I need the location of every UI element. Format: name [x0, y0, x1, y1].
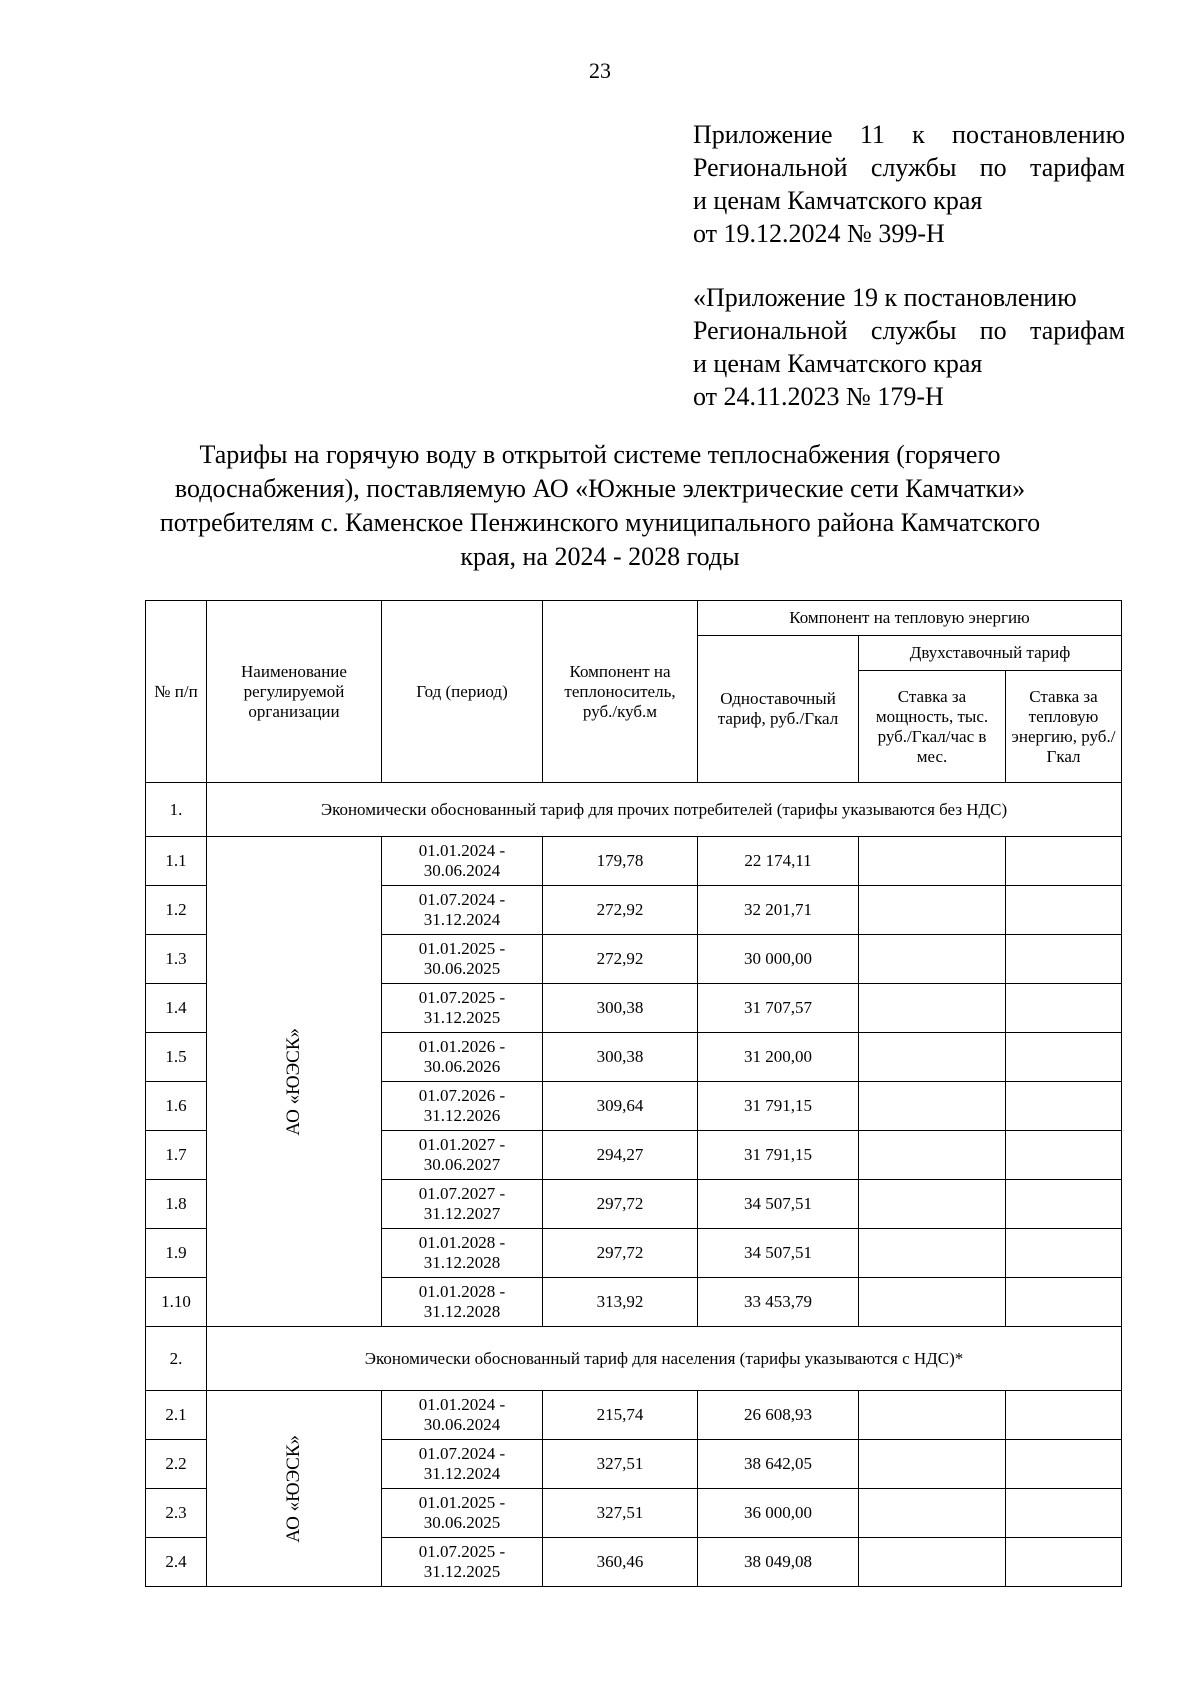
energy-rate-value — [1006, 837, 1122, 886]
period-end: 31.12.2027 — [423, 1204, 501, 1223]
capacity-rate-value — [859, 886, 1006, 935]
header-num: № п/п — [146, 601, 207, 783]
header-organization: Наименование регулируемой организации — [207, 601, 382, 783]
period-end: 30.06.2025 — [423, 1513, 501, 1532]
table-body — [146, 783, 1122, 1587]
period-start: 01.01.2026 - — [418, 1037, 506, 1056]
single-rate-value: 32 201,71 — [698, 886, 859, 935]
single-rate-value: 33 453,79 — [698, 1278, 859, 1327]
energy-rate-value — [1006, 1538, 1122, 1587]
period-cell — [382, 1391, 543, 1440]
period-cell — [382, 1131, 543, 1180]
period-end: 31.12.2028 — [423, 1302, 501, 1321]
row-number: 1.4 — [146, 984, 207, 1033]
energy-rate-value — [1006, 1440, 1122, 1489]
capacity-rate-value — [859, 1229, 1006, 1278]
energy-rate-value — [1006, 935, 1122, 984]
energy-rate-value — [1006, 1278, 1122, 1327]
period-end: 31.12.2025 — [423, 1562, 501, 1581]
carrier-component-value: 294,27 — [543, 1131, 698, 1180]
row-number: 1.3 — [146, 935, 207, 984]
energy-rate-value — [1006, 1180, 1122, 1229]
single-rate-value: 31 200,00 — [698, 1033, 859, 1082]
appendix-line: от 24.11.2023 № 179-Н — [693, 382, 944, 411]
header-two-part-rate: Двухставочный тариф — [859, 636, 1122, 671]
carrier-component-value: 327,51 — [543, 1440, 698, 1489]
row-number: 1.6 — [146, 1082, 207, 1131]
period-end: 30.06.2025 — [423, 959, 501, 978]
period-cell — [382, 984, 543, 1033]
table-row — [146, 837, 1122, 886]
table-header — [146, 601, 1122, 783]
capacity-rate-value — [859, 1538, 1006, 1587]
period-cell — [382, 1180, 543, 1229]
appendix-line: Приложение 11 к постановлению — [693, 120, 1125, 149]
capacity-rate-value — [859, 1440, 1006, 1489]
appendix-line: «Приложение 19 к постановлению — [693, 283, 1077, 312]
single-rate-value: 30 000,00 — [698, 935, 859, 984]
carrier-component-value: 272,92 — [543, 935, 698, 984]
single-rate-value: 31 707,57 — [698, 984, 859, 1033]
title-line: Тарифы на горячую воду в открытой системе теплоснабжения (горячего — [199, 440, 1001, 469]
carrier-component-value: 297,72 — [543, 1180, 698, 1229]
energy-rate-value — [1006, 1489, 1122, 1538]
capacity-rate-value — [859, 1489, 1006, 1538]
title-line: водоснабжения), поставляемую АО «Южные электрические сети Камчатки» — [174, 474, 1026, 503]
row-number: 1.9 — [146, 1229, 207, 1278]
capacity-rate-value — [859, 1278, 1006, 1327]
appendix-original-reference — [693, 281, 1125, 413]
period-start: 01.01.2027 - — [418, 1135, 506, 1154]
capacity-rate-value — [859, 1131, 1006, 1180]
capacity-rate-value — [859, 984, 1006, 1033]
section-title: Экономически обоснованный тариф для прочих потребителей (тарифы указываются без НДС) — [207, 783, 1122, 837]
single-rate-value: 31 791,15 — [698, 1082, 859, 1131]
capacity-rate-value — [859, 1180, 1006, 1229]
single-rate-value: 38 049,08 — [698, 1538, 859, 1587]
organization-name: АО «ЮЭСК» — [283, 1027, 304, 1136]
single-rate-value: 31 791,15 — [698, 1131, 859, 1180]
organization-cell — [207, 1391, 382, 1587]
period-start: 01.07.2027 - — [418, 1184, 506, 1203]
period-cell — [382, 1033, 543, 1082]
capacity-rate-value — [859, 1391, 1006, 1440]
carrier-component-value: 297,72 — [543, 1229, 698, 1278]
appendix-line: и ценам Камчатского края — [693, 349, 983, 378]
row-number: 2.4 — [146, 1538, 207, 1587]
period-cell — [382, 837, 543, 886]
appendix-line: Региональной службы по тарифам — [693, 316, 1125, 345]
header-single-rate: Одноставочный тариф, руб./Гкал — [698, 636, 859, 783]
carrier-component-value: 179,78 — [543, 837, 698, 886]
period-cell — [382, 1082, 543, 1131]
carrier-component-value: 215,74 — [543, 1391, 698, 1440]
carrier-component-value: 327,51 — [543, 1489, 698, 1538]
organization-wrapper — [210, 1435, 378, 1543]
page-number: 23 — [589, 58, 611, 83]
header-period: Год (период) — [382, 601, 543, 783]
energy-rate-value — [1006, 1131, 1122, 1180]
organization-wrapper — [210, 1028, 378, 1136]
appendix-current-reference — [693, 118, 1125, 250]
period-end: 31.12.2024 — [423, 1464, 501, 1483]
row-number: 1.5 — [146, 1033, 207, 1082]
capacity-rate-value — [859, 1033, 1006, 1082]
period-cell — [382, 1440, 543, 1489]
appendix-line: и ценам Камчатского края — [693, 186, 983, 215]
header-carrier-component: Компонент на теплоноситель, руб./куб.м — [543, 601, 698, 783]
section-number: 2. — [146, 1327, 207, 1391]
table-row — [146, 1391, 1122, 1440]
document-title — [130, 438, 1070, 574]
header-capacity-rate: Ставка за мощность, тыс. руб./Гкал/час в мес. — [859, 671, 1006, 783]
period-end: 31.12.2028 — [423, 1253, 501, 1272]
row-number: 1.8 — [146, 1180, 207, 1229]
period-start: 01.01.2025 - — [418, 1493, 506, 1512]
row-number: 2.1 — [146, 1391, 207, 1440]
title-line: края, на 2024 - 2028 годы — [460, 542, 740, 571]
period-start: 01.07.2026 - — [418, 1086, 506, 1105]
carrier-component-value: 272,92 — [543, 886, 698, 935]
period-start: 01.01.2024 - — [418, 1395, 506, 1414]
period-start: 01.01.2025 - — [418, 939, 506, 958]
period-cell — [382, 935, 543, 984]
period-end: 30.06.2024 — [423, 1415, 501, 1434]
period-cell — [382, 1538, 543, 1587]
capacity-rate-value — [859, 935, 1006, 984]
capacity-rate-value — [859, 837, 1006, 886]
period-start: 01.07.2025 - — [418, 1542, 506, 1561]
period-start: 01.07.2025 - — [418, 988, 506, 1007]
period-end: 31.12.2024 — [423, 910, 501, 929]
section-header-row — [146, 1327, 1122, 1391]
single-rate-value: 34 507,51 — [698, 1229, 859, 1278]
period-end: 31.12.2025 — [423, 1008, 501, 1027]
period-cell — [382, 1489, 543, 1538]
section-title: Экономически обоснованный тариф для населения (тарифы указываются с НДС)* — [207, 1327, 1122, 1391]
period-start: 01.01.2028 - — [418, 1233, 506, 1252]
carrier-component-value: 300,38 — [543, 1033, 698, 1082]
period-start: 01.01.2024 - — [418, 841, 506, 860]
carrier-component-value: 300,38 — [543, 984, 698, 1033]
period-cell — [382, 1278, 543, 1327]
energy-rate-value — [1006, 886, 1122, 935]
capacity-rate-value — [859, 1082, 1006, 1131]
row-number: 1.2 — [146, 886, 207, 935]
tariff-table — [145, 600, 1122, 1587]
energy-rate-value — [1006, 1229, 1122, 1278]
row-number: 2.2 — [146, 1440, 207, 1489]
period-end: 30.06.2026 — [423, 1057, 501, 1076]
period-start: 01.07.2024 - — [418, 1444, 506, 1463]
row-number: 2.3 — [146, 1489, 207, 1538]
section-header-row — [146, 783, 1122, 837]
organization-cell — [207, 837, 382, 1327]
energy-rate-value — [1006, 984, 1122, 1033]
row-number: 1.1 — [146, 837, 207, 886]
single-rate-value: 22 174,11 — [698, 837, 859, 886]
energy-rate-value — [1006, 1391, 1122, 1440]
header-energy-rate: Ставка за тепловую энергию, руб./Гкал — [1006, 671, 1122, 783]
section-number: 1. — [146, 783, 207, 837]
organization-name: АО «ЮЭСК» — [283, 1434, 304, 1543]
period-cell — [382, 1229, 543, 1278]
energy-rate-value — [1006, 1033, 1122, 1082]
single-rate-value: 34 507,51 — [698, 1180, 859, 1229]
single-rate-value: 26 608,93 — [698, 1391, 859, 1440]
period-end: 30.06.2024 — [423, 861, 501, 880]
period-start: 01.07.2024 - — [418, 890, 506, 909]
single-rate-value: 38 642,05 — [698, 1440, 859, 1489]
carrier-component-value: 313,92 — [543, 1278, 698, 1327]
carrier-component-value: 360,46 — [543, 1538, 698, 1587]
period-start: 01.01.2028 - — [418, 1282, 506, 1301]
carrier-component-value: 309,64 — [543, 1082, 698, 1131]
single-rate-value: 36 000,00 — [698, 1489, 859, 1538]
period-end: 30.06.2027 — [423, 1155, 501, 1174]
appendix-line: от 19.12.2024 № 399-Н — [693, 219, 945, 248]
header-heat-component: Компонент на тепловую энергию — [698, 601, 1122, 636]
appendix-line: Региональной службы по тарифам — [693, 153, 1125, 182]
period-cell — [382, 886, 543, 935]
row-number: 1.10 — [146, 1278, 207, 1327]
energy-rate-value — [1006, 1082, 1122, 1131]
period-end: 31.12.2026 — [423, 1106, 501, 1125]
title-line: потребителям с. Каменское Пенжинского муниципального района Камчатского — [159, 508, 1041, 537]
row-number: 1.7 — [146, 1131, 207, 1180]
